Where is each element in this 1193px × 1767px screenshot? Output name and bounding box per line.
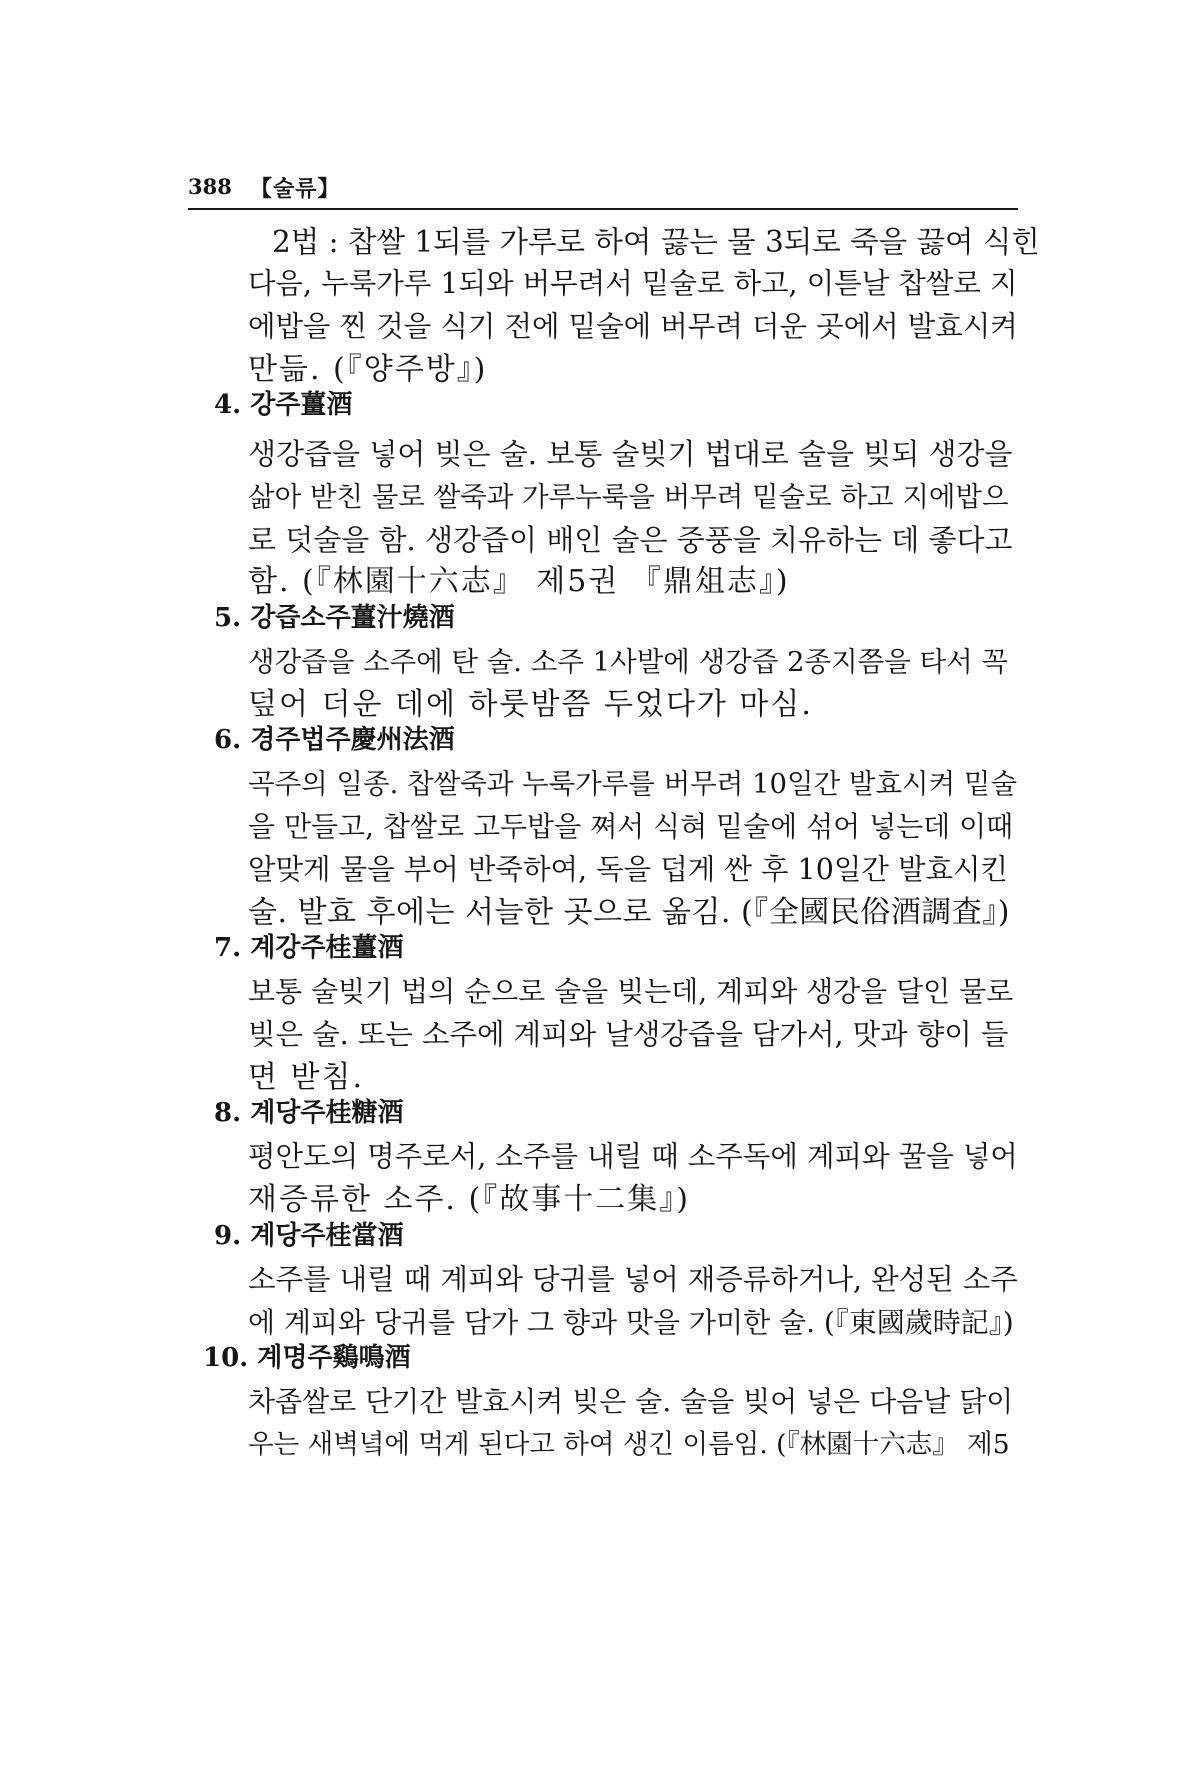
entry-heading: 6. 경주법주慶州法酒 xyxy=(214,725,455,755)
entry-line: 을 만들고, 찹쌀로 고두밥을 쪄서 식혀 밑술에 섞어 넣는데 이때 xyxy=(248,810,1014,843)
entry-line: 에 계피와 당귀를 담가 그 향과 맛을 가미한 술. (『東國歲時記』) xyxy=(248,1306,1014,1339)
intro-line: 다음, 누룩가루 1되와 버무려서 밑술로 하고, 이튿날 찹쌀로 지 xyxy=(248,267,1018,300)
entry-heading: 7. 계강주桂薑酒 xyxy=(214,933,404,963)
entry-heading: 8. 계당주桂糖酒 xyxy=(214,1098,404,1128)
entry-line: 함. (『林園十六志』 제5권 『鼎俎志』) xyxy=(248,564,790,599)
entry-line: 생강즙을 넣어 빚은 술. 보통 술빚기 법대로 술을 빚되 생강을 xyxy=(248,437,1013,471)
entry-line: 소주를 내릴 때 계피와 당귀를 넣어 재증류하거나, 완성된 소주 xyxy=(248,1263,1018,1296)
entry-line: 생강즙을 소주에 탄 술. 소주 1사발에 생강즙 2종지쯤을 타서 꼭 xyxy=(248,646,1008,678)
entry-heading: 9. 계당주桂當酒 xyxy=(214,1221,404,1251)
intro-line: 만듦. (『양주방』) xyxy=(248,352,488,387)
entry-line: 로 덧술을 함. 생강즙이 배인 술은 중풍을 치유하는 데 좋다고 xyxy=(248,523,1013,557)
entry-heading: 5. 강즙소주薑汁燒酒 xyxy=(214,603,455,633)
intro-line: 2법 : 찹쌀 1되를 가루로 하여 끓는 물 3되로 죽을 끓여 식힌 xyxy=(272,225,1040,259)
entry-line: 덮어 더운 데에 하룻밤쯤 두었다가 마심. xyxy=(248,687,813,722)
intro-line: 에밥을 찐 것을 식기 전에 밑술에 버무려 더운 곳에서 발효시켜 xyxy=(248,310,1018,343)
entry-line: 알맞게 물을 부어 반죽하여, 독을 덥게 싼 후 10일간 발효시킨 xyxy=(248,853,1009,886)
entry-line: 재증류한 소주. (『故事十二集』) xyxy=(248,1182,690,1217)
entry-line: 술. 발효 후에는 서늘한 곳으로 옮김. (『全國民俗酒調査』) xyxy=(248,895,1010,930)
entry-line: 삶아 받친 물로 쌀죽과 가루누룩을 버무려 밑술로 하고 지에밥으 xyxy=(248,481,1009,513)
page-header xyxy=(188,168,1018,210)
entry-line: 빚은 술. 또는 소주에 계피와 날생강즙을 담가서, 맛과 향이 들 xyxy=(248,1018,1009,1051)
entry-line: 우는 새벽녘에 먹게 된다고 하여 생긴 이름임. (『林園十六志』 제5 xyxy=(248,1429,1010,1460)
entry-heading: 4. 강주薑酒 xyxy=(214,390,353,420)
entry-line: 차좁쌀로 단기간 발효시켜 빚은 술. 술을 빚어 넣은 다음날 닭이 xyxy=(248,1385,1014,1418)
running-head: 【술류】 xyxy=(250,176,341,202)
entry-line: 곡주의 일종. 찹쌀죽과 누룩가루를 버무려 10일간 발효시켜 밑술 xyxy=(248,768,1018,800)
entry-line: 평안도의 명주로서, 소주를 내릴 때 소주독에 계피와 꿀을 넣어 xyxy=(248,1140,1018,1173)
entry-line: 면 받침. xyxy=(248,1060,365,1095)
entry-heading: 10. 계명주鷄鳴酒 xyxy=(203,1343,411,1373)
entry-line: 보통 술빚기 법의 순으로 술을 빚는데, 계피와 생강을 달인 물로 xyxy=(248,975,1014,1008)
page-number: 388 xyxy=(188,174,232,199)
